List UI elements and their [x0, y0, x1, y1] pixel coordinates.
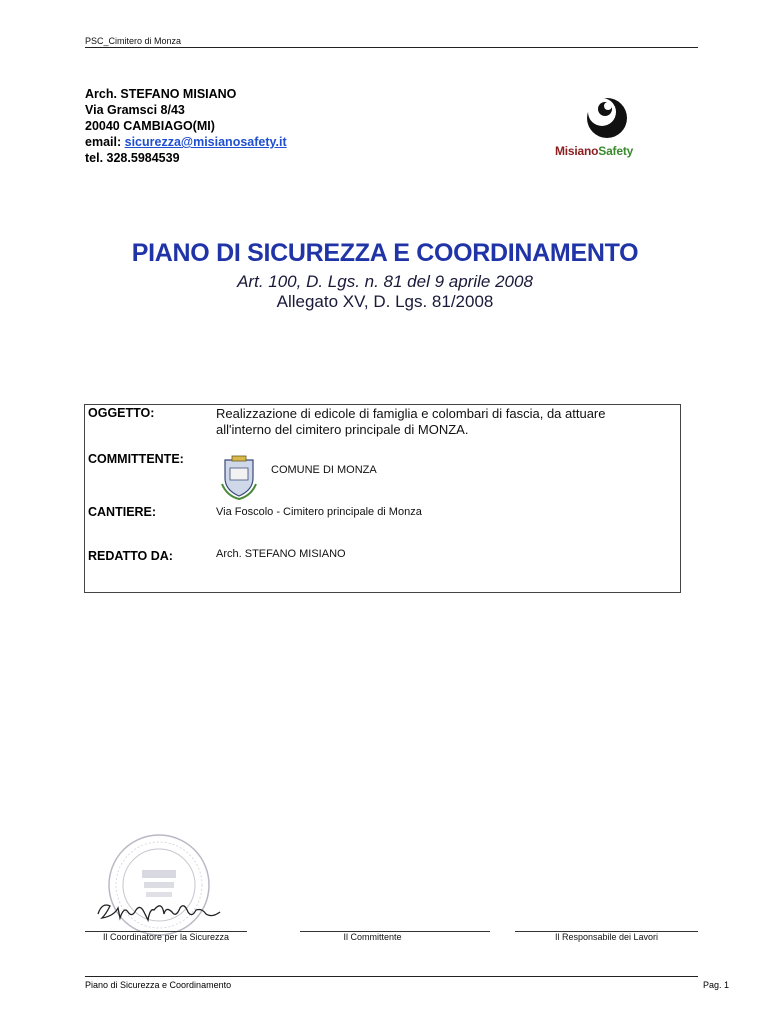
footer-document-name: Piano di Sicurezza e Coordinamento	[85, 980, 232, 990]
oggetto-label: OGGETTO:	[88, 406, 155, 420]
logo-word-misiano: Misiano	[555, 144, 599, 158]
author-city: 20040 CAMBIAGO(MI)	[85, 119, 215, 133]
document-subtitle-article: Art. 100, D. Lgs. n. 81 del 9 aprile 2008	[237, 272, 533, 291]
header-rule	[85, 47, 698, 48]
author-name: Arch. STEFANO MISIANO	[85, 87, 237, 101]
document-subtitle-allegato: Allegato XV, D. Lgs. 81/2008	[276, 292, 494, 311]
author-email-row	[85, 134, 287, 150]
monza-coat-of-arms-icon	[219, 454, 259, 500]
oggetto-line-2: all'interno del cimitero principale di MONZA.	[216, 422, 469, 437]
logo-word-safety: Safety	[598, 144, 634, 158]
author-phone: tel. 328.5984539	[85, 151, 180, 165]
footer-rule	[85, 976, 698, 977]
cantiere-label: CANTIERE:	[88, 505, 157, 519]
redatto-value: Arch. STEFANO MISIANO	[216, 548, 346, 560]
committente-signature-label: Il Committente	[343, 932, 402, 942]
misiano-safety-logo	[555, 144, 633, 158]
running-header: PSC_Cimitero di Monza	[85, 36, 182, 46]
page-number: Pag. 1	[703, 980, 730, 990]
coordinator-signature-label: Il Coordinatore per la Sicurezza	[102, 932, 230, 942]
committente-value: COMUNE DI MONZA	[271, 464, 377, 476]
email-link[interactable]: sicurezza@misianosafety.it	[124, 135, 287, 149]
document-title: PIANO DI SICUREZZA E COORDINAMENTO	[131, 239, 639, 267]
redatto-label: REDATTO DA:	[88, 549, 173, 563]
email-label: email:	[85, 135, 122, 149]
responsabile-signature-label: Il Responsabile dei Lavori	[554, 932, 659, 942]
author-street: Via Gramsci 8/43	[85, 103, 185, 117]
author-address-block	[85, 86, 287, 166]
oggetto-value	[216, 406, 656, 438]
handwritten-signature	[92, 896, 227, 926]
committente-label: COMMITTENTE:	[88, 452, 184, 466]
oggetto-line-1: Realizzazione di edicole di famiglia e colombari di fascia, da attuare	[216, 406, 606, 421]
cantiere-value: Via Foscolo - Cimitero principale di Monza	[216, 506, 422, 518]
